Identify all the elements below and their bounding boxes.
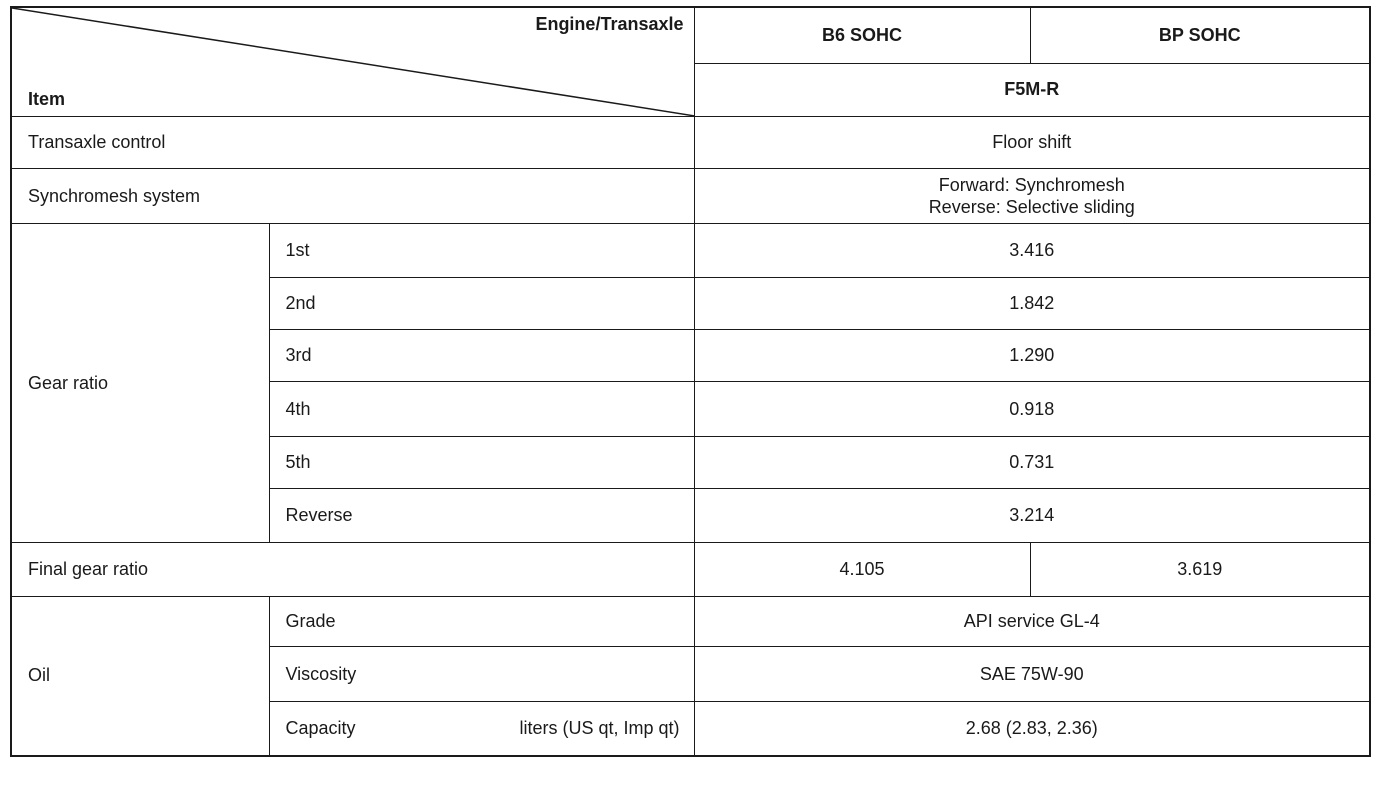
transaxle-control-label: Transaxle control bbox=[11, 117, 694, 169]
table-row-oil-grade bbox=[11, 597, 1370, 647]
synchromesh-label: Synchromesh system bbox=[11, 169, 694, 224]
gear-label: 4th bbox=[269, 382, 694, 437]
gear-label: 5th bbox=[269, 437, 694, 489]
gear-value: 1.290 bbox=[694, 330, 1370, 382]
oil-capacity-label: Capacity bbox=[285, 717, 356, 738]
oil-capacity-cell bbox=[269, 702, 694, 756]
engine-b6-header: B6 SOHC bbox=[694, 7, 1030, 63]
gear-value: 1.842 bbox=[694, 278, 1370, 330]
final-gear-ratio-label: Final gear ratio bbox=[11, 543, 694, 597]
gear-value: 3.214 bbox=[694, 489, 1370, 543]
oil-capacity-unit: liters (US qt, Imp qt) bbox=[519, 717, 680, 738]
gear-ratio-label: Gear ratio bbox=[11, 224, 269, 543]
gear-label: 2nd bbox=[269, 278, 694, 330]
engine-transaxle-label: Engine/Transaxle bbox=[535, 14, 684, 34]
gear-label: Reverse bbox=[269, 489, 694, 543]
table-row-final-gear-ratio bbox=[11, 543, 1370, 597]
header-row-engines bbox=[11, 7, 1370, 63]
final-gear-ratio-bp: 3.619 bbox=[1030, 543, 1370, 597]
gear-value: 0.731 bbox=[694, 437, 1370, 489]
oil-label: Oil bbox=[11, 597, 269, 756]
oil-grade-value: API service GL-4 bbox=[694, 597, 1370, 647]
table-row-synchromesh bbox=[11, 169, 1370, 224]
transaxle-model-header: F5M-R bbox=[694, 63, 1370, 116]
oil-viscosity-value: SAE 75W-90 bbox=[694, 647, 1370, 702]
specification-table bbox=[10, 6, 1371, 757]
transaxle-control-value: Floor shift bbox=[694, 117, 1370, 169]
gear-value: 0.918 bbox=[694, 382, 1370, 437]
gear-label: 3rd bbox=[269, 330, 694, 382]
table-row-gear-1st bbox=[11, 224, 1370, 278]
gear-value: 3.416 bbox=[694, 224, 1370, 278]
oil-viscosity-label: Viscosity bbox=[269, 647, 694, 702]
synchromesh-forward: Forward: Synchromesh bbox=[938, 175, 1125, 195]
synchromesh-reverse: Reverse: Selective sliding bbox=[928, 197, 1135, 217]
diagonal-header-cell bbox=[11, 7, 694, 117]
item-label: Item bbox=[28, 89, 66, 109]
final-gear-ratio-b6: 4.105 bbox=[694, 543, 1030, 597]
table-row-transaxle-control bbox=[11, 117, 1370, 169]
oil-grade-label: Grade bbox=[269, 597, 694, 647]
engine-bp-header: BP SOHC bbox=[1030, 7, 1370, 63]
gear-label: 1st bbox=[269, 224, 694, 278]
oil-capacity-value: 2.68 (2.83, 2.36) bbox=[694, 702, 1370, 756]
synchromesh-value bbox=[694, 169, 1370, 224]
